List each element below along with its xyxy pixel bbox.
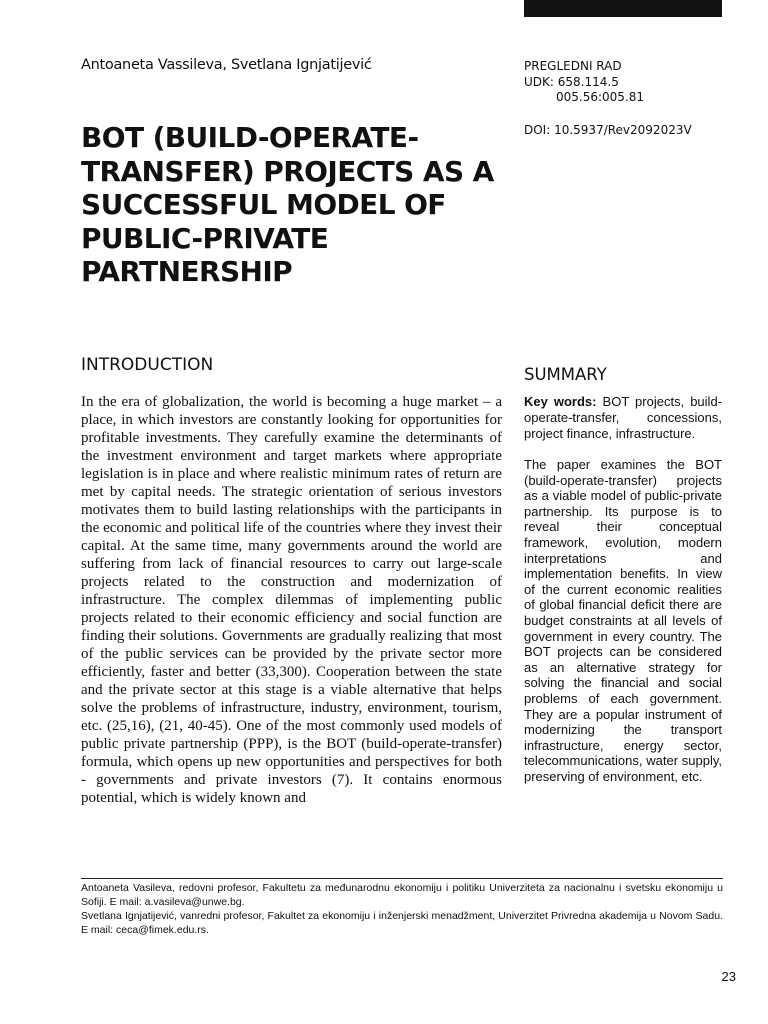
footnotes [81,881,723,937]
doi: DOI: 10.5937/Rev2092023V [524,122,692,137]
article-title: BOT (BUILD-OPERATE-TRANSFER) PROJECTS AS A SUCCESSFUL MODEL OF PUBLIC-PRIVATE PARTNERSHIP [81,121,494,288]
footnote-divider [81,878,723,879]
summary-heading: SUMMARY [524,365,607,384]
keywords [524,394,722,441]
keywords-label: Key words: [524,394,597,409]
introduction-text: In the era of globalization, the world is becoming a huge market – a place, in which investors are constantly looking for opportunities for profitable investments. They carefully examine the determinants of the investment environment and target markets where appropriate legislation is in place and where realistic minimum rates of return are met by capital needs. The strategic orientation of serious investors motivates them to build lasting relationships with the participants in the economic and political life of the countries where they invest their capital. At the same time, many governments around the world are suffering from lack of financial resources to carry out large-scale projects related to the construction and modernization of infrastructure. The complex dilemmas of implementing public projects related to their economic efficiency and social function are finding their solutions. Governments are gradually realizing that most of the public services can be provided by the private sector more efficiently, faster and better (33,300). Cooperation between the state and the private sector at this stage is a viable alternative that helps solve the problems of infrastructure, industry, environment, tourism, etc. (25,16), (21, 40-45). One of the most commonly used models of public private partnership (PPP), is the BOT (build-operate-transfer) formula, which opens up new opportunities and perspectives for both - governments and private investors (7). It contains enormous potential, which is widely known and [81,394,502,806]
udk-code-secondary: 005.56:005.81 [556,90,645,104]
keywords-list: BOT projects, build-operate-transfer, concessions, project finance, infrastructure. [524,394,722,441]
page-number: 23 [721,969,736,984]
summary-text: The paper examines the BOT (build-operate-transfer) projects as a viable model of public-private partnership. Its purpose is to reveal their conceptual framework, evolution, modern interpretations and implementation benefits. In view of the current economic realities of global financial deficit there are budget constraints at all levels of government in every country. The BOT projects can be considered as an alternative strategy for solving the financial and social problems of each government. They are a popular instrument of modernizing the transport infrastructure, energy sector, telecommunications, water supply, preserving of environment, etc. [524,457,722,784]
article-type: PREGLEDNI RAD [524,59,622,73]
authors: Antoaneta Vassileva, Svetlana Ignjatijević [81,57,372,73]
footnote-author-1: Antoaneta Vasileva, redovni profesor, Fakultetu za međunarodnu ekonomiju i politiku Univerziteta za nacionalnu i svetsku ekonomiju u Sofiji. E mail: a.vasileva@unwe.bg. [81,882,723,908]
udk-code: UDK: 658.114.5 [524,74,619,89]
footnote-author-2: Svetlana Ignjatijević, vanredni profesor, Fakultet za ekonomiju i inženjerski menadžment, Univerzitet Privredna akademija u Novom Sadu. E mail: ceca@fimek.edu.rs. [81,910,723,936]
header-bar [524,0,722,17]
article-meta [524,59,724,138]
introduction-heading: INTRODUCTION [81,355,214,375]
